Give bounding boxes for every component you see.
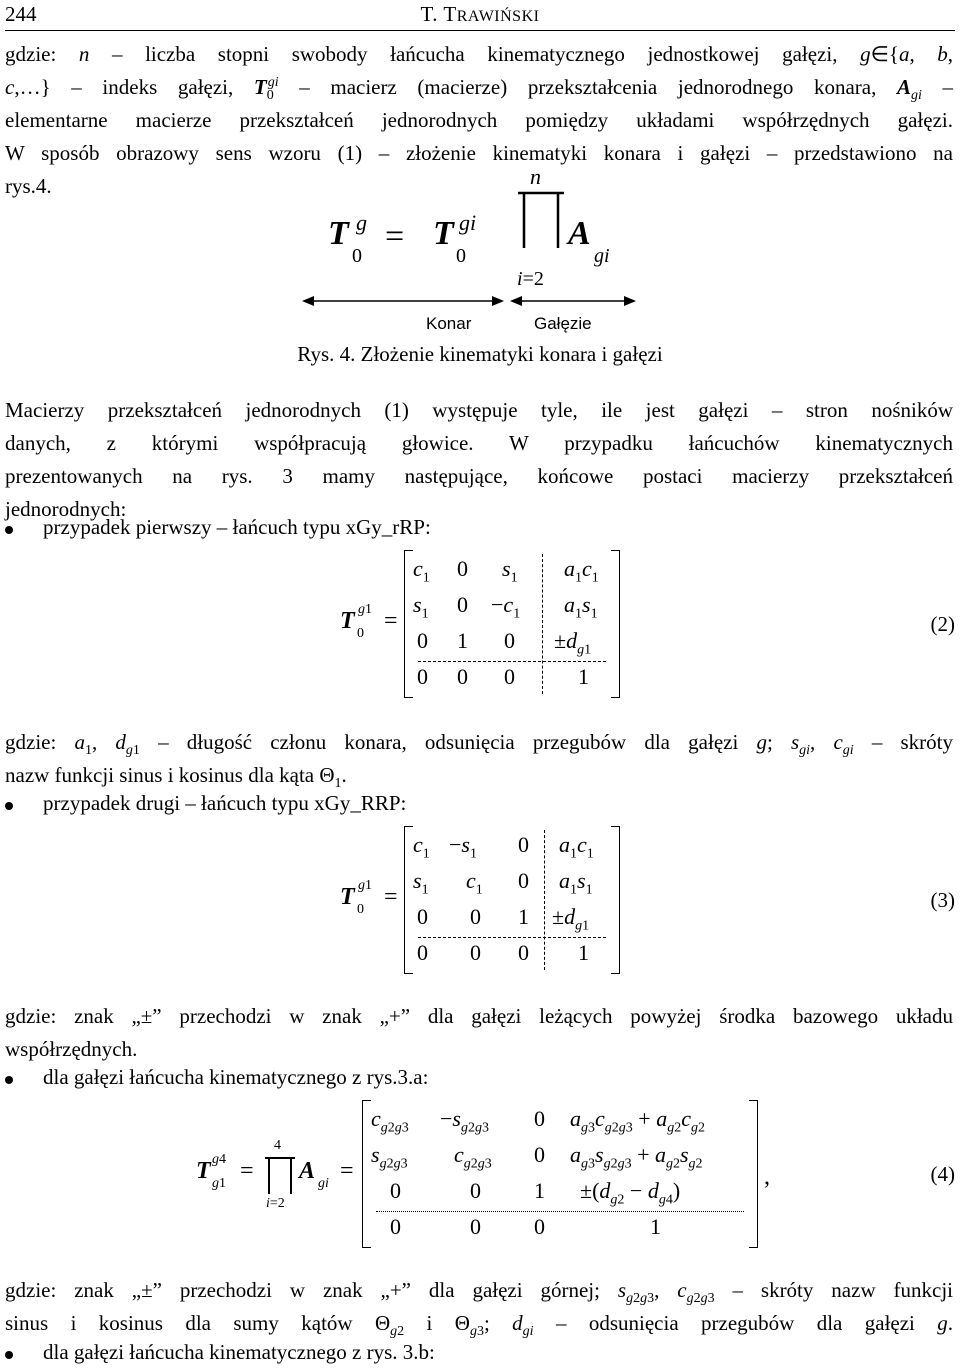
eq4-matrix: $c_{g2g3}$ $-s_{g2g3}$ 0 $a_{g3}c_{g2g3} + a_{g2}c_{g2}$ $s_{g2g3}$ $c_{g2g3}$ 0 $a_{g3}s_{g2g3} + a_{g2}s_{g2}$ 0 0 1 $\pm(d_{g2} - d_{g4})$ 0 0 0 1 [362, 1100, 758, 1248]
p3-line-1: gdzie: $a_1$, $d_{g1}$ – długość członu konara, odsunięcia przegubów dla gałęzi g; $s_{gi}$, $c_{gi}$ – skróty [5, 730, 954, 759]
equation-3: T 0 g1 = $c_1$ $-s_1$ 0 $a_1c_1$ $s_1$ $c_1$ 0 $a_1s_1$ 0 0 1 $\pm d_{g1}$ 0 0 0 1 (3) [0, 826, 960, 976]
p3-line-2: nazw funkcji sinus i kosinus dla kąta $\Theta_1$. [5, 763, 347, 792]
product-icon [264, 1156, 296, 1196]
figure-4: T 0 g = T 0 gi n i=2 A gi Konar Gałęzie Rys. 4. Złożenie kinematyki konara i gałęzi [0, 160, 960, 370]
bullet-dot [5, 1076, 13, 1084]
p1-line-2: c,…} – indeks gałęzi, $T_0^{gi}$ – macierz (macierze) przekształcenia jednorodnego konara, $A_{gi}$ – [5, 75, 954, 104]
equation-2: T 0 g1 = $c_1$ 0 $s_1$ $a_1c_1$ $s_1$ 0 $-c_1$ $a_1s_1$ 0 1 0 $\pm d_{g1}$ 0 0 0 1 (2) [0, 550, 960, 700]
bullet-dot [5, 526, 13, 534]
p4-line-2: współrzędnych. [5, 1037, 138, 1061]
figure-arrows [300, 293, 640, 313]
page-header [5, 0, 955, 30]
eq1-lower-limit: i=2 [517, 268, 544, 290]
p2-line-3: prezentowanych na rys. 3 mamy następujące, końcowe postaci macierzy przekształceń [5, 464, 953, 488]
p1-line-1: gdzie: n – liczba stopni swobody łańcucha kinematycznego jednostkowej gałęzi, g∈{a, b, [5, 42, 954, 66]
p2-line-1: Macierzy przekształceń jednorodnych (1) występuje tyle, ile jest gałęzi – stron nośników [5, 398, 953, 422]
p5-line-1: gdzie: znak „±” przechodzi w znak „+” dla gałęzi górnej; $s_{g2g3}$, $c_{g2g3}$ – skróty nazw funkcji [5, 1278, 954, 1307]
eq2-matrix: $c_1$ 0 $s_1$ $a_1c_1$ $s_1$ 0 $-c_1$ $a_1s_1$ 0 1 0 $\pm d_{g1}$ 0 0 0 1 [404, 550, 620, 698]
eq1-lhs: T [328, 215, 349, 252]
equation-4: T g1 g4 = 4 i=2 A gi = $c_{g2g3}$ $-s_{g2g3}$ 0 $a_{g3}c_{g2g3} + a_{g2}c_{g2}$ $s_{g2g3}$ $c_{g2g3}$ 0 $a_{g3}s_{g2g3} + a_{g2}s_{g2}$ 0 0 1 $\pm(d_{g2} - d_{g4})$ 0 0 0 1 , (4) [0, 1100, 960, 1250]
p2-line-4: jednorodnych: [5, 497, 127, 521]
eq4-number: (4) [930, 1162, 955, 1186]
p1-line-4: W sposób obrazowy sens wzoru (1) – złożenie kinematyki konara i gałęzi – przedstawiono na [5, 141, 953, 165]
bullet-dot [5, 802, 13, 810]
eq2-lhs: T [340, 608, 355, 634]
p4-line-1: gdzie: znak „±” przechodzi w znak „+” dla gałęzi leżących powyżej środka bazowego układu [5, 1004, 953, 1028]
eq1-equals: = [385, 218, 405, 255]
label-konar: Konar [426, 314, 472, 333]
figure-caption: Rys. 4. Złożenie kinematyki konara i gałęzi [297, 342, 663, 366]
running-head-author: T. TRAWIŃSKI [420, 2, 540, 26]
eq3-lhs: T [340, 884, 355, 910]
paragraph-5 [5, 1274, 953, 1340]
paragraph-2 [5, 394, 953, 526]
eq2-number: (2) [930, 612, 955, 636]
header-rule [5, 30, 955, 31]
paragraph-4 [5, 1000, 953, 1066]
p1-line-5: rys.4. [5, 174, 52, 198]
eq4-lhs: T [196, 1158, 211, 1184]
eq3-matrix: $c_1$ $-s_1$ 0 $a_1c_1$ $s_1$ $c_1$ 0 $a_1s_1$ 0 0 1 $\pm d_{g1}$ 0 0 0 1 [404, 826, 620, 974]
page-number: 244 [5, 2, 37, 26]
label-galezie: Gałęzie [534, 314, 592, 333]
p5-line-2: sinus i kosinus dla sumy kątów $\Theta_{g2}$ i $\Theta_{g3}$; $d_{gi}$ – odsunięcia przegubów dla gałęzi g. [5, 1311, 954, 1340]
paragraph-3 [5, 726, 953, 792]
eq3-number: (3) [930, 888, 955, 912]
p2-line-2: danych, z którymi współpracują głowice. W przypadku łańcuchów kinematycznych [5, 431, 953, 455]
bullet-dot [5, 1351, 13, 1359]
p1-line-3: elementarne macierze przekształceń jednorodnych pomiędzy układami współrzędnych gałęzi. [5, 108, 953, 132]
eq1-upper-limit: n [530, 164, 541, 189]
product-icon [516, 190, 566, 250]
